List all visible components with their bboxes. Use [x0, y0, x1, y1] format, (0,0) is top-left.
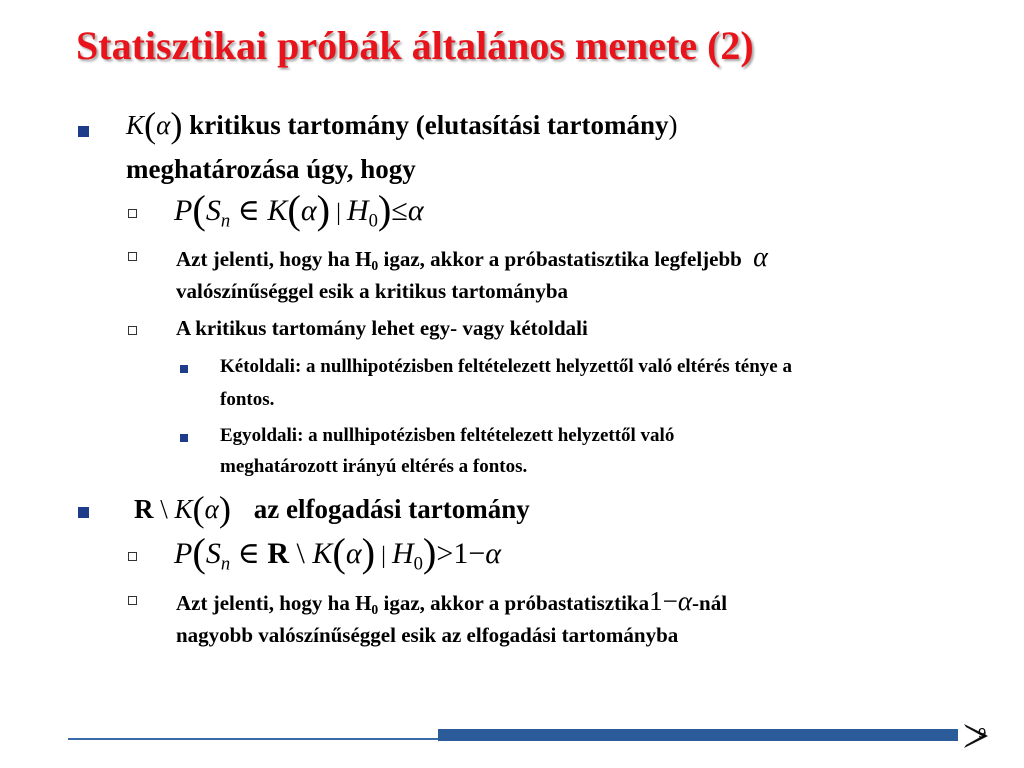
- bullet-1-line-1: [126, 104, 678, 145]
- bullet-2-text: az elfogadási tartomány: [253, 494, 530, 524]
- sub-1-line-1: [176, 242, 768, 274]
- hollow-bullet: [128, 596, 137, 605]
- formula-k-alpha: K(α): [126, 104, 183, 145]
- sub-1-text-a: Azt jelenti, hogy ha H: [176, 247, 372, 271]
- bullet-square: [78, 507, 89, 518]
- bullet-1-text-bold: elutasítási tartomány: [424, 110, 669, 140]
- sub-3-text-b: igaz, akkor a próbastatisztika: [378, 591, 650, 615]
- sub-3-line-1: [176, 586, 727, 618]
- subsub-2-line-1: Egyoldali: a nullhipotézisben feltételezett helyzettől való: [220, 425, 675, 446]
- subsub-2-line-2: meghatározott irányú eltérés a fontos.: [220, 456, 528, 477]
- alpha-symbol: α: [753, 242, 768, 273]
- footer-rule-thick: [438, 729, 958, 741]
- subsub-1-line-2: fontos.: [220, 389, 275, 410]
- bullet-square: [78, 126, 89, 137]
- one-minus-alpha: 1−α: [649, 586, 693, 616]
- sub-3-text-a: Azt jelenti, hogy ha H: [176, 591, 372, 615]
- sub-1-index: 0: [371, 258, 379, 274]
- formula-p-accept: $P(S_n$ ∈ R \ K(α) | $H_0)>1-\alpha$: [174, 530, 501, 576]
- bullet-square-small: [180, 434, 188, 442]
- sub-3-index: 0: [371, 602, 379, 618]
- page-title: Statisztikai próbák általános menete (2): [76, 23, 754, 68]
- sub-1-text-b: igaz, akkor a próbastatisztika legfeljebb: [378, 247, 742, 271]
- bullet-1-line-2: meghatározása úgy, hogy: [126, 154, 416, 184]
- bullet-1-text-end: ): [668, 110, 678, 140]
- bullet-1-text-a: kritikus tartomány (: [189, 110, 425, 140]
- sub-2-line: A kritikus tartomány lehet egy- vagy kétoldali: [176, 316, 588, 340]
- hollow-bullet: [128, 326, 137, 335]
- sub-1-line-2: valószínűséggel esik a kritikus tartományba: [176, 279, 569, 303]
- bullet-2-line-1: [134, 488, 530, 529]
- sub-3-line-2: nagyobb valószínűséggel esik az elfogadási tartományba: [176, 623, 679, 647]
- hollow-bullet: [128, 252, 137, 261]
- formula-r-minus-k: R \ K(α): [134, 488, 231, 529]
- sub-3-text-end: -nál: [692, 591, 728, 615]
- formula-p-critical: $P(S_n$ ∈ K(α) | $H_0)\le\alpha$: [174, 187, 424, 233]
- hollow-bullet: [128, 209, 137, 218]
- hollow-bullet: [128, 552, 137, 561]
- subsub-1-line-1: Kétoldali: a nullhipotézisben feltételezett helyzettől való eltérés ténye a: [220, 356, 792, 377]
- page-number: 9: [978, 725, 987, 742]
- bullet-square-small: [180, 365, 188, 373]
